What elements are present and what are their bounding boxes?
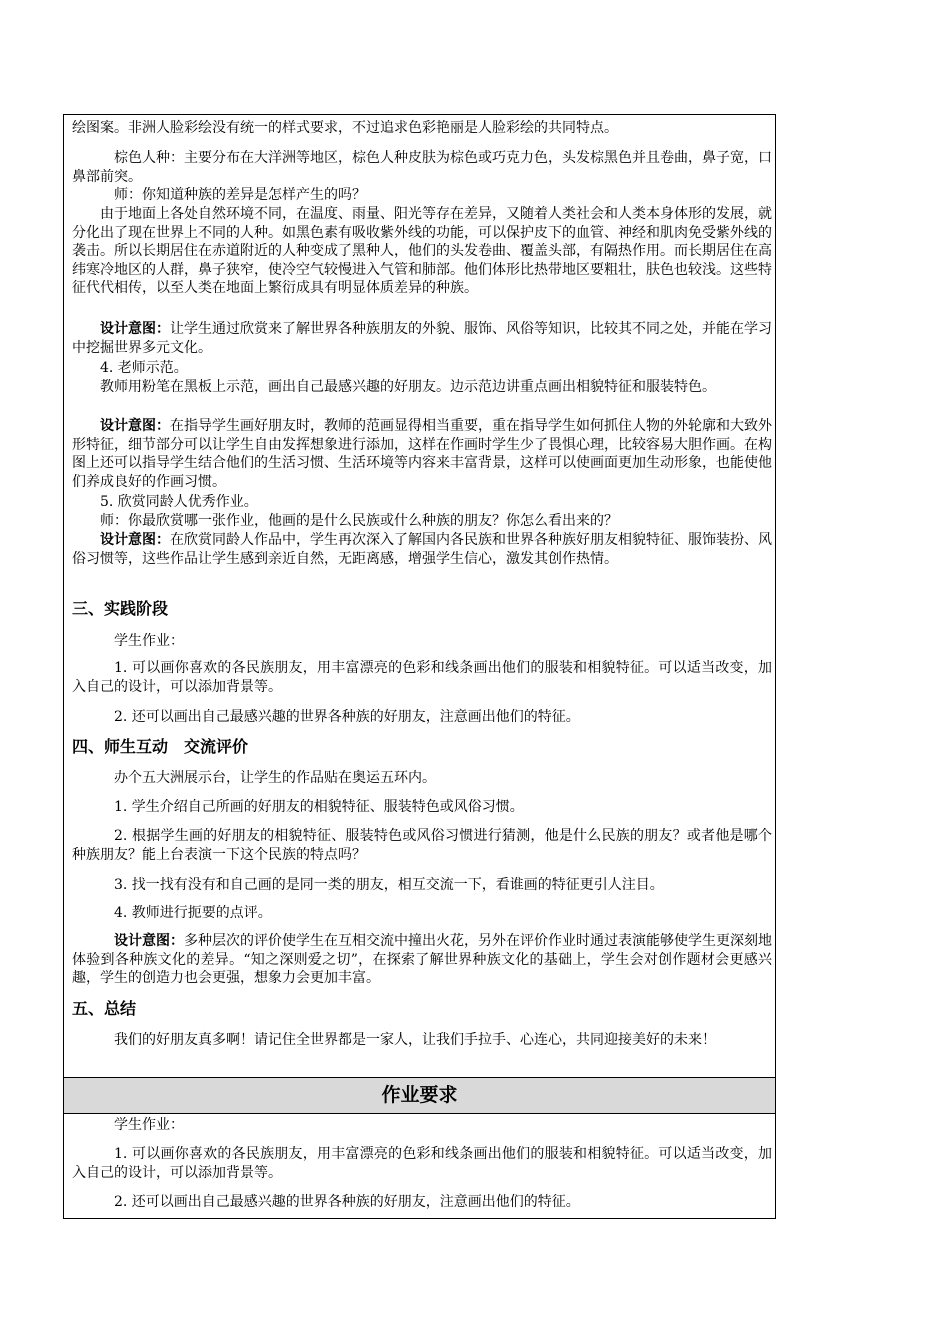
paragraph: 2. 还可以画出自己最感兴趣的世界各种族的好朋友，注意画出他们的特征。 <box>114 1194 580 1210</box>
paragraph: 绘图案。非洲人脸彩绘没有统一的样式要求，不过追求色彩艳丽是人脸彩绘的共同特点。 <box>72 120 618 136</box>
paragraph: 我们的好朋友真多啊！请记住全世界都是一家人，让我们手拉手、心连心，共同迎接美好的未来！ <box>114 1032 716 1048</box>
design-intent-paragraph <box>72 531 772 568</box>
paragraph: 学生作业： <box>114 633 184 649</box>
design-intent-paragraph <box>72 417 772 491</box>
design-intent-label: 设计意图： <box>100 418 170 434</box>
paragraph: 办个五大洲展示台，让学生的作品贴在奥运五环内。 <box>114 770 436 786</box>
design-intent-text: 在欣赏同龄人作品中，学生再次深入了解国内各民族和世界各种族好朋友相貌特征、服饰装扮、风俗习惯等，这些作品让学生感到亲近自然，无距离感，增强学生信心，激发其创作热情。 <box>72 532 772 567</box>
design-intent-label: 设计意图： <box>100 532 170 548</box>
paragraph: 4. 老师示范。 <box>100 360 188 376</box>
paragraph: 1. 可以画你喜欢的各民族朋友，用丰富漂亮的色彩和线条画出他们的服装和相貌特征。可以适当改变，加入自己的设计，可以添加背景等。 <box>72 1146 772 1181</box>
paragraph: 教师用粉笔在黑板上示范，画出自己最感兴趣的好朋友。边示范边讲重点画出相貌特征和服装特色。 <box>100 379 716 395</box>
paragraph: 3. 找一找有没有和自己画的是同一类的朋友，相互交流一下，看谁画的特征更引人注目。 <box>114 877 664 893</box>
section-heading: 四、师生互动 交流评价 <box>72 737 249 756</box>
paragraph: 师：你最欣赏哪一张作业，他画的是什么民族或什么种族的朋友？你怎么看出来的？ <box>100 513 618 529</box>
paragraph: 棕色人种：主要分布在大洋洲等地区，棕色人种皮肤为棕色或巧克力色，头发棕黑色并且卷曲，鼻子宽，口鼻部前突。 <box>72 150 772 185</box>
paragraph: 2. 根据学生画的好朋友的相貌特征、服装特色或风俗习惯进行猜测，他是什么民族的朋友？或者他是哪个种族朋友？能上台表演一下这个民族的特点吗？ <box>72 828 772 863</box>
design-intent-paragraph <box>72 932 772 988</box>
paragraph: 学生作业： <box>114 1117 184 1133</box>
paragraph: 5. 欣赏同龄人优秀作业。 <box>100 494 258 510</box>
design-intent-paragraph <box>72 320 772 357</box>
paragraph: 2. 还可以画出自己最感兴趣的世界各种族的好朋友，注意画出他们的特征。 <box>114 709 580 725</box>
paragraph: 4. 教师进行扼要的点评。 <box>114 905 272 921</box>
design-intent-text: 在指导学生画好朋友时，教师的范画显得相当重要，重在指导学生如何抓住人物的外轮廓和大致外形特征，细节部分可以让学生自由发挥想象进行添加，这样在作画时学生少了畏惧心理，比较容易大胆作画。在构图上还可以指导学生结合他们的生活习惯、生活环境等内容来丰富背景，这样可以使画面更加生动形象，也能使他们养成良好的作画习惯。 <box>72 418 772 490</box>
design-intent-label: 设计意图： <box>114 933 184 949</box>
design-intent-text: 让学生通过欣赏来了解世界各种族朋友的外貌、服饰、风俗等知识，比较其不同之处，并能在学习中挖掘世界多元文化。 <box>72 321 772 356</box>
paragraph: 1. 可以画你喜欢的各民族朋友，用丰富漂亮的色彩和线条画出他们的服装和相貌特征。可以适当改变，加入自己的设计，可以添加背景等。 <box>72 660 772 695</box>
paragraph: 1. 学生介绍自己所画的好朋友的相貌特征、服装特色或风俗习惯。 <box>114 799 524 815</box>
section-heading: 五、总结 <box>72 999 137 1018</box>
lesson-table <box>63 114 776 1219</box>
paragraph: 由于地面上各处自然环境不同，在温度、雨量、阳光等存在差异，又随着人类社会和人类本身体形的发展，就分化出了现在世界上不同的人种。如黑色素有吸收紫外线的功能，可以保护皮下的血管、神经和肌肉免受紫外线的袭击。所以长期居住在赤道附近的人种变成了黑种人，他们的头发卷曲、覆盖头部，有隔热作用。而长期居住在高纬寒冷地区的人群，鼻子狭窄，使冷空气较慢进入气管和肺部。他们体形比热带地区要粗壮，肤色也较浅。这些特征代代相传，以至人类在地面上繁衍成具有明显体质差异的种族。 <box>72 206 772 296</box>
paragraph: 师：你知道种族的差异是怎样产生的吗？ <box>114 187 366 203</box>
lesson-content-cell <box>64 115 775 1078</box>
design-intent-text: 多种层次的评价使学生在互相交流中撞出火花，另外在评价作业时通过表演能够使学生更深刻地体验到各种族文化的差异。“知之深则爱之切”，在探索了解世界种族文化的基础上，学生会对创作题材会更感兴趣，学生的创造力也会更强，想象力会更加丰富。 <box>72 933 772 986</box>
homework-header: 作业要求 <box>64 1078 775 1114</box>
design-intent-label: 设计意图： <box>100 321 170 337</box>
section-heading: 三、实践阶段 <box>72 599 169 618</box>
